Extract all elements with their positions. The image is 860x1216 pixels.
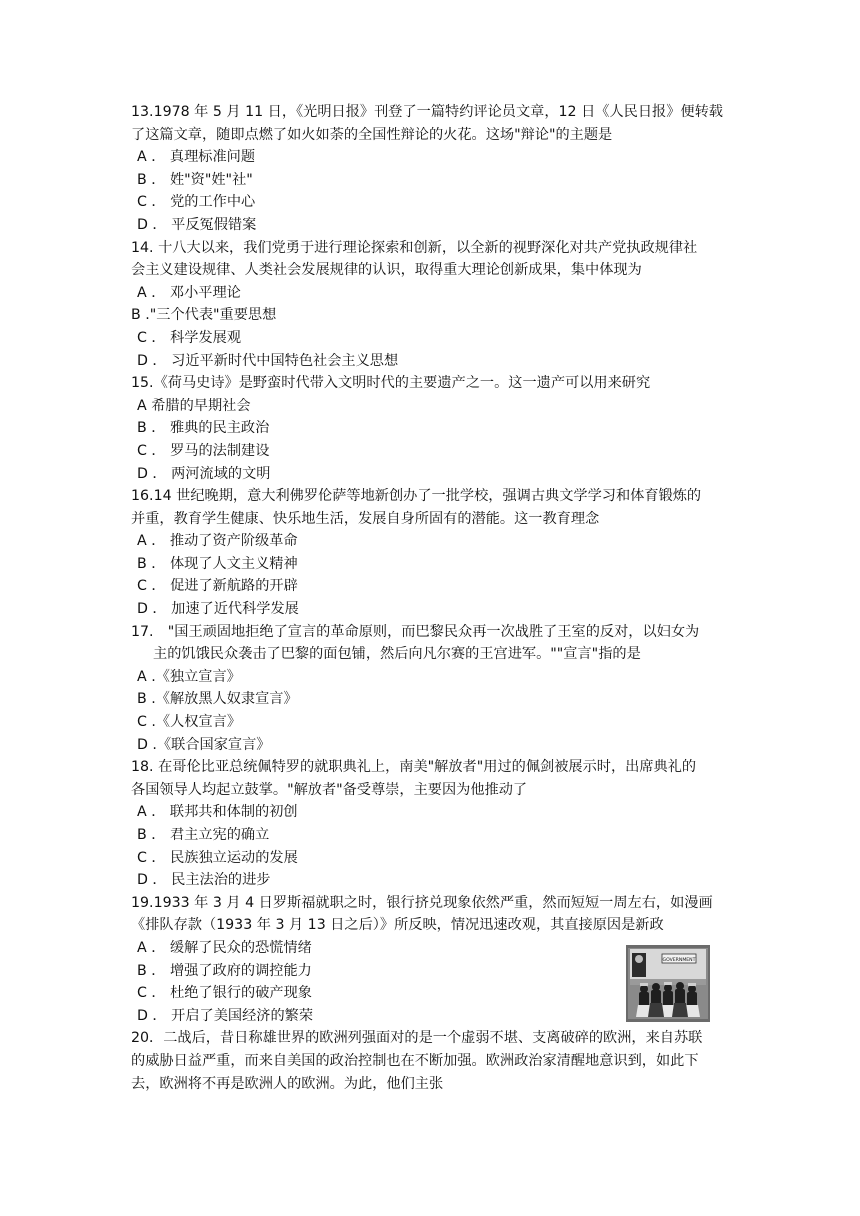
question-18-option-b: B ． 君主立宪的确立 xyxy=(137,827,270,843)
question-17-stem-line-2: 主的饥饿民众袭击了巴黎的面包铺，然后向凡尔赛的王宫进军。""宣言"指的是 xyxy=(153,646,641,663)
question-13 xyxy=(131,101,733,237)
question-17 xyxy=(131,621,733,757)
question-19-option-d: D ． 开启了美国经济的繁荣 xyxy=(137,1007,314,1024)
question-14-stem-line-2: 会主义建设规律、人类社会发展规律的认识，取得重大理论创新成果，集中体现为 xyxy=(131,262,642,279)
question-18-option-c: C ． 民族独立运动的发展 xyxy=(137,849,298,866)
question-14-option-a: A ． 邓小平理论 xyxy=(137,284,241,301)
question-18-option-a: A ． 联邦共和体制的初创 xyxy=(137,804,298,821)
question-13-option-c: C ． 党的工作中心 xyxy=(137,194,256,211)
question-19-option-c: C ． 杜绝了银行的破产现象 xyxy=(137,985,312,1002)
question-17-option-c: C .《人权宣言》 xyxy=(137,714,242,731)
question-16-option-b: B ． 体现了人文主义精神 xyxy=(137,555,298,572)
question-16 xyxy=(131,485,733,621)
question-13-option-d: D ． 平反冤假错案 xyxy=(137,216,257,233)
question-17-option-b: B .《解放黑人奴隶宣言》 xyxy=(137,691,298,708)
queue-deposit-cartoon xyxy=(626,945,710,1022)
cartoon-image xyxy=(626,945,710,1022)
question-13-option-b: B ． 姓"资"姓"社" xyxy=(137,171,253,188)
question-16-stem-line-2: 并重，教育学生健康、快乐地生活，发展自身所固有的潜能。这一教育理念 xyxy=(131,510,600,527)
question-14-option-d: D ． 习近平新时代中国特色社会主义思想 xyxy=(137,352,399,369)
question-15-option-a: A 希腊的早期社会 xyxy=(137,397,251,414)
question-19-stem-line-1: 19.1933 年 3 月 4 日罗斯福就职之时，银行挤兑现象依然严重，然而短短一周左右，如漫画 xyxy=(131,894,713,911)
question-16-option-d: D ． 加速了近代科学发展 xyxy=(137,601,299,618)
question-17-option-d: D .《联合国家宣言》 xyxy=(137,736,271,753)
question-18-stem-line-1: 18. 在哥伦比亚总统佩特罗的就职典礼上，南美"解放者"用过的佩剑被展示时，出席典礼的 xyxy=(131,759,697,776)
question-17-option-a: A .《独立宣言》 xyxy=(137,668,241,685)
question-20-stem-line-2: 的威胁日益严重，而来自美国的政治控制也在不断加强。欧洲政治家清醒地意识到，如此下 xyxy=(131,1052,699,1069)
question-18-option-d: D ． 民主法治的进步 xyxy=(137,872,271,889)
question-19-stem-line-2: 《排队存款（1933 年 3 月 13 日之后）》所反映，情况迅速改观，其直接原因是新政 xyxy=(131,917,664,934)
question-19-option-a: A ． 缓解了民众的恐慌情绪 xyxy=(137,939,312,956)
question-16-option-a: A ． 推动了资产阶级革命 xyxy=(137,533,298,550)
question-16-stem-line-1: 16.14 世纪晚期，意大利佛罗伦萨等地新创办了一批学校，强调古典文学学习和体育锻炼的 xyxy=(131,488,702,505)
question-17-stem-line-1: 17. "国王顽固地拒绝了宣言的革命原则，而巴黎民众再一次战胜了王室的反对，以妇女为 xyxy=(131,623,700,640)
question-14-option-c: C ． 科学发展观 xyxy=(137,329,242,346)
question-13-stem-line-1: 13.1978 年 5 月 11 日，《光明日报》刊登了一篇特约评论员文章，12 日《人民日报》便转载 xyxy=(131,104,723,120)
question-15-option-c: C ． 罗马的法制建设 xyxy=(137,442,270,459)
question-19-option-b: B ． 增强了政府的调控能力 xyxy=(137,962,312,979)
question-20 xyxy=(131,1027,733,1095)
question-15-stem-line-1: 15.《荷马史诗》是野蛮时代带入文明时代的主要遗产之一。这一遗产可以用来研究 xyxy=(131,375,651,392)
question-14-option-b: B ."三个代表"重要思想 xyxy=(131,307,277,324)
question-15 xyxy=(131,372,733,485)
question-20-stem-line-3: 去，欧洲将不再是欧洲人的欧洲。为此，他们主张 xyxy=(131,1075,444,1092)
question-18 xyxy=(131,756,733,892)
cartoon-sign-text: GOVERNMENT xyxy=(662,958,696,963)
question-15-option-b: B ． 雅典的民主政治 xyxy=(137,420,270,437)
question-13-stem-line-2: 了这篇文章，随即点燃了如火如荼的全国性辩论的火花。这场"辩论"的主题是 xyxy=(131,126,613,143)
question-15-option-d: D ． 两河流域的文明 xyxy=(137,465,271,482)
question-14 xyxy=(131,237,733,373)
question-16-option-c: C ． 促进了新航路的开辟 xyxy=(137,578,298,595)
question-13-option-a: A ． 真理标准问题 xyxy=(137,149,256,166)
question-20-stem-line-1: 20．二战后，昔日称雄世界的欧洲列强面对的是一个虚弱不堪、支离破碎的欧洲，来自苏联 xyxy=(131,1030,703,1047)
question-14-stem-line-1: 14. 十八大以来，我们党勇于进行理论探索和创新，以全新的视野深化对共产党执政规律社 xyxy=(131,239,698,256)
question-18-stem-line-2: 各国领导人均起立鼓掌。"解放者"备受尊崇，主要因为他推动了 xyxy=(131,781,528,798)
